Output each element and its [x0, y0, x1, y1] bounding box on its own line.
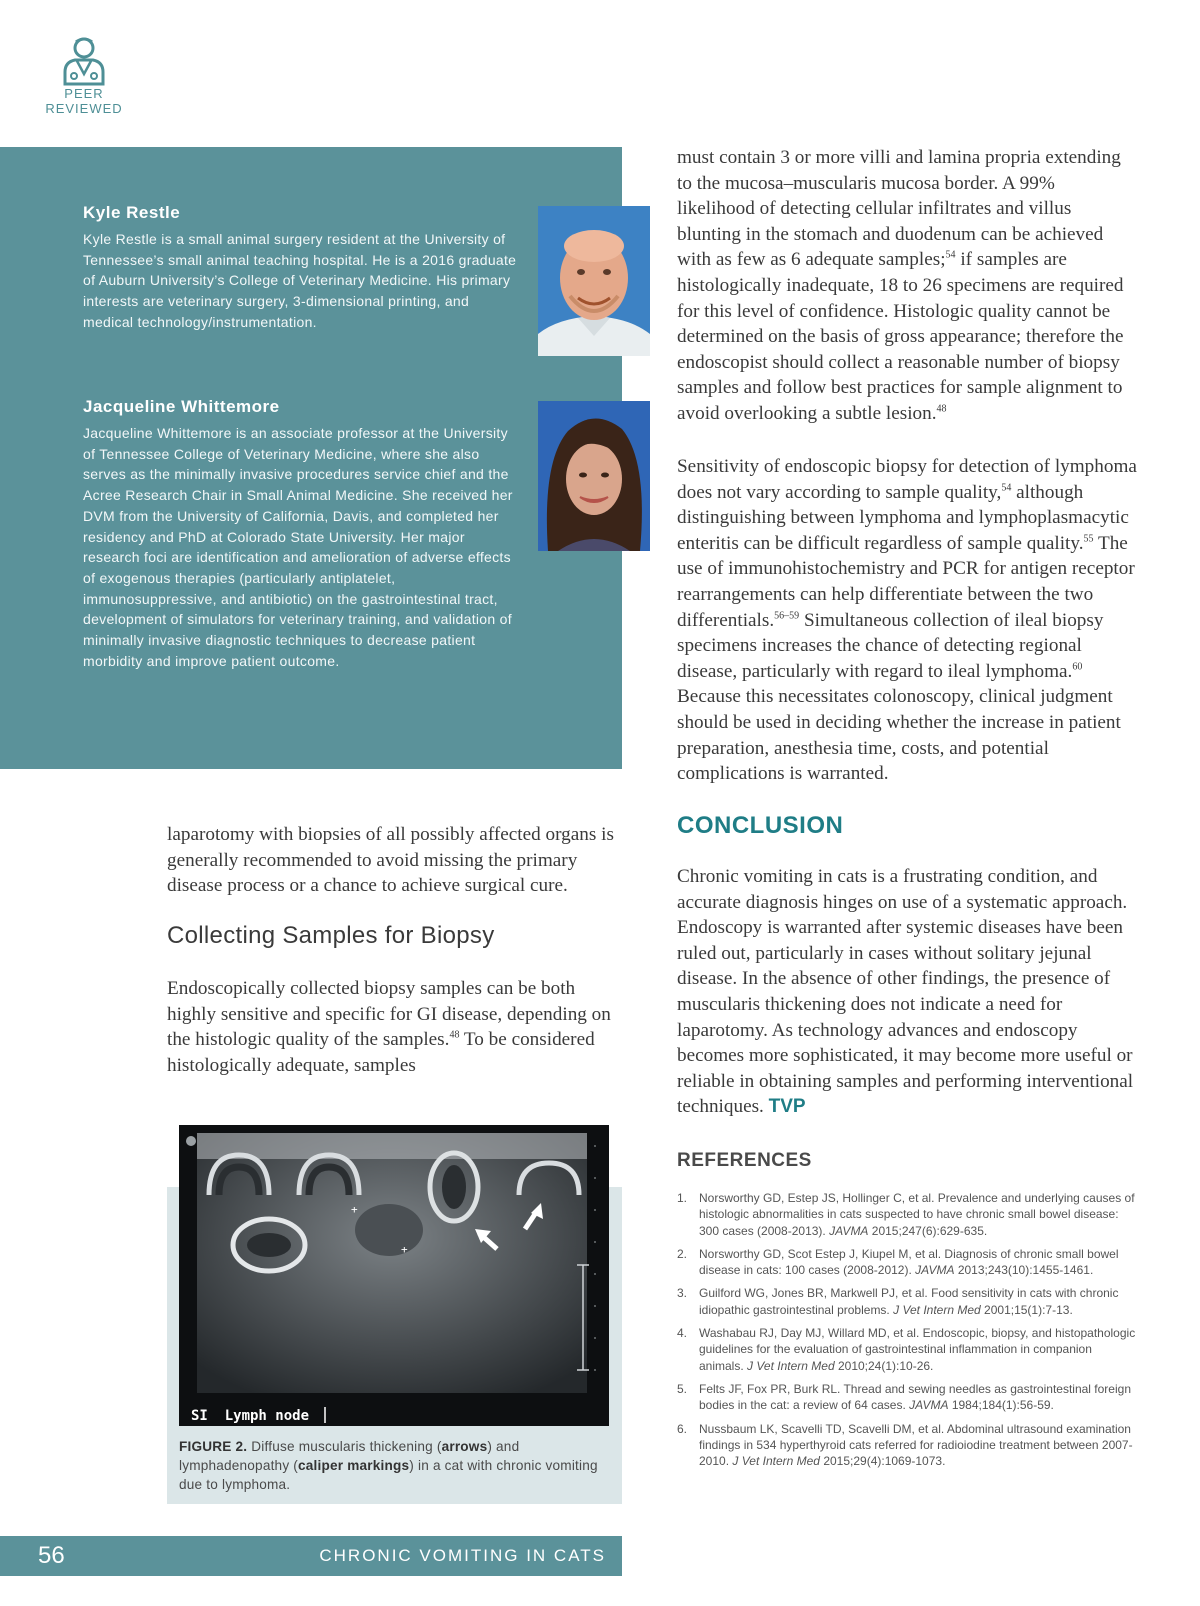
- author-photo-2: [538, 401, 650, 551]
- reference-text: Norsworthy GD, Scot Estep J, Kiupel M, et al. Diagnosis of chronic small bowel disease in cats: 100 cases (2008-2012).: [699, 1246, 1119, 1278]
- text-segment: although distinguishing between lymphoma and lymphoplasmacytic enteritis can be difficult regardless of sample quality.: [677, 481, 1129, 554]
- reference-number: 5.: [677, 1381, 688, 1396]
- reference-number: 1.: [677, 1191, 688, 1205]
- text-segment: Chronic vomiting in cats is a frustrating condition, and accurate diagnosis hinges on use of a systematic approach. Endoscopy is warranted after systemic diseases have been ruled out, particularly in cases without solitary jejunal disease. In the absence of other findings, the presence of muscularis thickening does not indicate a need for laparotomy. As technology advances and endoscopy becomes more sophisticated, it may become more useful or reliable in obtaining samples and performing interventional techniques.: [677, 866, 1134, 1118]
- citation: 55: [1083, 533, 1094, 545]
- author-photo-1: [538, 206, 650, 356]
- citation: 54: [1001, 482, 1012, 494]
- author-bio-2: [83, 397, 523, 671]
- author-bio-1: [83, 203, 523, 333]
- text-segment: Simultaneous collection of ileal biopsy specimens increases the chance of detecting regional disease, particularly with regard to ileal lymphoma.: [677, 609, 1104, 682]
- reference-item: [677, 1246, 1137, 1279]
- figure-caption: [179, 1437, 611, 1494]
- reference-number: 6.: [677, 1421, 688, 1436]
- reference-journal: JAVMA: [915, 1263, 955, 1278]
- references-heading: REFERENCES: [677, 1150, 812, 1171]
- text-segment: if samples are histologically inadequate, 18 to 26 specimens are required for this level of confidence. Histologic quality cannot be determined on the basis of gross appearance; therefore the endoscopist should collect a reasonable number of biopsy samples and follow best practices for sample alignment to avoid overlooking a subtle lesion.: [677, 249, 1124, 424]
- reference-number: 2.: [677, 1246, 688, 1261]
- conclusion-heading: CONCLUSION: [677, 812, 844, 839]
- caption-text: ) in a cat with chronic vomiting due to lymphoma.: [179, 1458, 598, 1492]
- reference-item: [677, 1421, 1137, 1470]
- ultrasound-image: [179, 1125, 609, 1426]
- reference-item: [677, 1190, 1137, 1239]
- author-text-2: Jacqueline Whittemore is an associate professor at the University of Tennessee College of Veterinary Medicine, where she also serves as the minimally invasive procedures service chief and the Acree Research Chair in Small Animal Medicine. She received her DVM from the University of California, Davis, and completed her residency and PhD at Colorado State University. Her major research foci are identification and amelioration of adverse effects of exogenous therapies (particularly antiplatelet, immunosuppressive, and antibiotic) on the gastrointestinal tract, development of simulators for veterinary training, and validation of minimally invasive diagnostic techniques to decrease patient morbidity and improve patient outcome.: [83, 425, 513, 669]
- conclusion-paragraph: [677, 864, 1137, 1120]
- text-segment: Endoscopically collected biopsy samples can be both highly sensitive and specific for GI disease, depending on the histologic quality of the samples.: [167, 978, 611, 1051]
- citation: 54: [945, 249, 956, 261]
- caption-bold: arrows: [441, 1439, 488, 1454]
- reference-item: [677, 1381, 1137, 1414]
- reference-item: [677, 1325, 1137, 1374]
- caption-bold: caliper markings: [298, 1458, 410, 1473]
- page-number: 56: [38, 1542, 65, 1569]
- citation: 60: [1072, 661, 1083, 673]
- text-segment: To be considered histologically adequate, samples: [167, 1029, 595, 1076]
- reference-tail: 2010;24(1):10-26.: [834, 1358, 934, 1373]
- figure-label: FIGURE 2.: [179, 1439, 248, 1454]
- reference-journal: J Vet Intern Med: [893, 1302, 981, 1317]
- reference-tail: 1984;184(1):56-59.: [948, 1398, 1054, 1413]
- caption-text: Diffuse muscularis thickening (: [247, 1439, 442, 1454]
- badge-line-2: REVIEWED: [45, 101, 123, 116]
- ultrasound-label: SI Lymph node: [191, 1408, 310, 1424]
- badge-line-1: PEER: [64, 86, 104, 101]
- text-segment: Because this necessitates colonoscopy, clinical judgment should be used in deciding whether the increase in patient preparation, anesthesia time, costs, and potential complications is warranted.: [677, 686, 1121, 785]
- reference-tail: 2013;243(10):1455-1461.: [954, 1263, 1094, 1278]
- reference-number: 4.: [677, 1326, 688, 1341]
- peer-reviewed-badge: [38, 34, 130, 116]
- reference-journal: JAVMA: [829, 1223, 869, 1238]
- section-heading-collecting-samples: Collecting Samples for Biopsy: [167, 922, 495, 949]
- reference-journal: J Vet Intern Med: [732, 1454, 820, 1469]
- text-segment: laparotomy with biopsies of all possibly affected organs is generally recommended to avoid missing the primary disease process or a chance to achieve surgical cure.: [167, 824, 614, 897]
- svg-text:+: +: [401, 1243, 408, 1256]
- left-column-paragraph-2: [167, 976, 617, 1078]
- reference-item: [677, 1285, 1137, 1318]
- reference-number: 3.: [677, 1286, 688, 1301]
- author-name-1: Kyle Restle: [83, 203, 181, 222]
- doctor-icon: [59, 34, 109, 86]
- citation: 56–59: [774, 610, 800, 622]
- text-segment: must contain 3 or more villi and lamina propria extending to the mucosa–muscularis mucosa border. A 99% likelihood of detecting cellular infiltrates and villus blunting in the stomach and duodenum can be achieved with as few as 6 adequate samples;: [677, 147, 1121, 271]
- text-segment: The use of immunohistochemistry and PCR for antigen receptor rearrangements can help differentiate between the two differentials.: [677, 532, 1135, 631]
- author-text-1: Kyle Restle is a small animal surgery resident at the University of Tennessee’s small animal teaching hospital. He is a 2016 graduate of Auburn University’s College of Veterinary Medicine. His primary interests are veterinary surgery, 3-dimensional printing, and medical technology/instrumentation.: [83, 231, 517, 330]
- reference-text: Felts JF, Fox PR, Burk RL. Thread and sewing needles as gastrointestinal foreign bodies in the cat: a review of 64 cases.: [699, 1381, 1131, 1413]
- citation: 48: [936, 403, 947, 415]
- right-column-paragraph-2: [677, 454, 1137, 787]
- reference-text: Nussbaum LK, Scavelli TD, Scavelli DM, et al. Abdominal ultrasound examination findings in 534 hyperthyroid cats referred for radioiodine treatment between 2007-2010.: [699, 1421, 1133, 1469]
- reference-text: Washabau RJ, Day MJ, Willard MD, et al. Endoscopic, biopsy, and histopathologic guidelines for the evaluation of gastrointestinal inflammation in companion animals.: [699, 1326, 1136, 1373]
- author-name-2: Jacqueline Whittemore: [83, 397, 280, 416]
- reference-journal: JAVMA: [909, 1398, 949, 1413]
- reference-text: Norsworthy GD, Estep JS, Hollinger C, et al. Prevalence and underlying causes of histologic abnormalities in cats suspected to have chronic small bowel disease: 300 cases (2008-2013).: [699, 1191, 1135, 1238]
- running-title: CHRONIC VOMITING IN CATS: [319, 1546, 606, 1565]
- citation: 48: [449, 1029, 460, 1041]
- caption-text: ) and lymphadenopathy (: [179, 1439, 520, 1473]
- left-column-paragraph-1: [167, 822, 617, 899]
- references-list: [677, 1190, 1137, 1476]
- author-bio-panel: [0, 147, 622, 769]
- reference-tail: 2015;29(4):1069-1073.: [819, 1454, 946, 1469]
- right-column-paragraph-1: [677, 145, 1137, 427]
- reference-tail: 2015;247(6):629-635.: [868, 1223, 988, 1238]
- reference-journal: J Vet Intern Med: [747, 1358, 835, 1373]
- text-segment: Sensitivity of endoscopic biopsy for detection of lymphoma does not vary according to sample quality,: [677, 456, 1137, 503]
- svg-text:+: +: [351, 1203, 358, 1216]
- tvp-end-mark: TVP: [768, 1096, 806, 1118]
- reference-text: Guilford WG, Jones BR, Markwell PJ, et al. Food sensitivity in cats with chronic idiopathic gastrointestinal problems.: [699, 1286, 1119, 1317]
- reference-tail: 2001;15(1):7-13.: [980, 1302, 1073, 1317]
